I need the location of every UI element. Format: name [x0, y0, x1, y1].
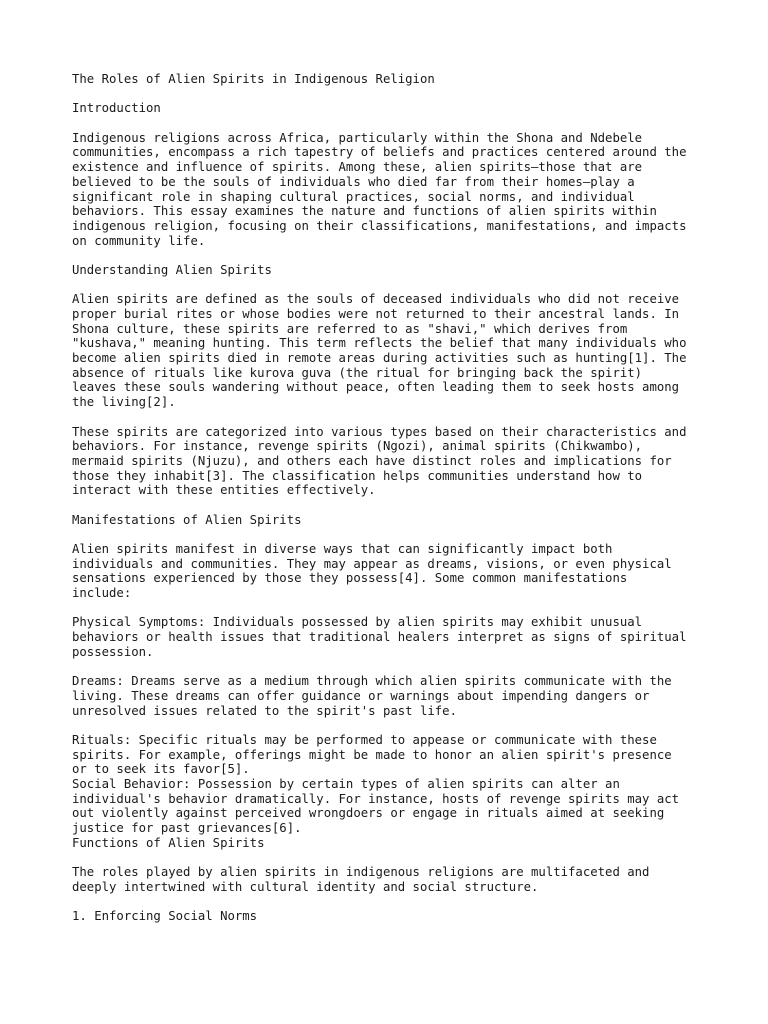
- section-heading-functions: Functions of Alien Spirits: [72, 835, 265, 850]
- text-line: Dreams: Dreams serve as a medium through which alien spirits communicate with the: [72, 674, 672, 689]
- paragraph-categories: [72, 425, 712, 498]
- text-line: Social Behavior: Possession by certain types of alien spirits can alter an: [72, 777, 620, 791]
- text-line: justice for past grievances[6].: [72, 821, 302, 836]
- text-line: or to seek its favor[5].: [72, 762, 250, 777]
- text-line: behaviors. This essay examines the nature and functions of alien spirits within: [72, 204, 657, 219]
- section-heading-enforcing-norms: 1. Enforcing Social Norms: [72, 909, 258, 924]
- spacer: [72, 660, 712, 675]
- text-line: significant role in shaping cultural practices, social norms, and individual: [72, 189, 635, 204]
- paragraph-definition: [72, 292, 712, 410]
- text-line: individuals and communities. They may appear as dreams, visions, or even physical: [72, 556, 672, 571]
- text-line: proper burial rites or whose bodies were not returned to their ancestral lands. In: [72, 307, 680, 321]
- paragraph-rituals-social-behavior: [72, 733, 712, 851]
- text-line: on community life.: [72, 233, 206, 248]
- section-heading-understanding: Understanding Alien Spirits: [72, 262, 272, 277]
- spacer: [72, 527, 712, 542]
- text-line: sensations experienced by those they possess[4]. Some common manifestations: [72, 571, 628, 586]
- text-line: "kushava," meaning hunting. This term reflects the belief that many individuals who: [72, 336, 687, 351]
- text-line: Alien spirits manifest in diverse ways that can significantly impact both: [72, 542, 613, 556]
- text-line: Indigenous religions across Africa, particularly within the Shona and Ndebele: [72, 130, 643, 145]
- spacer: [72, 718, 712, 733]
- spacer: [72, 278, 712, 293]
- paragraph-physical-symptoms: [72, 615, 712, 659]
- text-line: Alien spirits are defined as the souls of deceased individuals who did not receive: [72, 292, 680, 307]
- spacer: [72, 410, 712, 425]
- text-line: spirits. For example, offerings might be made to honor an alien spirit's presence: [72, 747, 672, 762]
- paragraph-functions: [72, 865, 712, 894]
- text-line: The roles played by alien spirits in indigenous religions are multifaceted and: [72, 865, 650, 880]
- text-line: existence and influence of spirits. Among these, alien spirits—those that are: [72, 160, 643, 175]
- text-line: communities, encompass a rich tapestry of beliefs and practices centered around the: [72, 145, 687, 160]
- text-line: indigenous religion, focusing on their classifications, manifestations, and impacts: [72, 218, 687, 233]
- text-line: Rituals: Specific rituals may be performed to appease or communicate with these: [72, 732, 657, 747]
- text-line: absence of rituals like kurova guva (the ritual for bringing back the spirit): [72, 365, 643, 380]
- text-line: Physical Symptoms: Individuals possessed by alien spirits may exhibit unusual: [72, 615, 643, 630]
- spacer: [72, 895, 712, 910]
- text-line: deeply intertwined with cultural identity and social structure.: [72, 879, 539, 894]
- spacer: [72, 850, 712, 865]
- spacer: [72, 601, 712, 616]
- text-line: leaves these souls wandering without peace, often leading them to seek hosts among: [72, 380, 680, 395]
- document-page: [72, 72, 712, 924]
- paragraph-manifestations: [72, 542, 712, 601]
- paragraph-introduction: [72, 131, 712, 249]
- spacer: [72, 116, 712, 131]
- text-line: the living[2].: [72, 395, 176, 410]
- text-line: mermaid spirits (Njuzu), and others each have distinct roles and implications for: [72, 453, 672, 468]
- text-line: out violently against perceived wrongdoers or engage in rituals aimed at seeking: [72, 806, 665, 821]
- text-line: interact with these entities effectively.: [72, 483, 376, 498]
- text-line: behaviors. For instance, revenge spirits (Ngozi), animal spirits (Chikwambo),: [72, 439, 643, 454]
- spacer: [72, 87, 712, 102]
- text-line: become alien spirits died in remote areas during activities such as hunting[1]. The: [72, 351, 687, 366]
- text-line: possession.: [72, 644, 154, 659]
- spacer: [72, 498, 712, 513]
- spacer: [72, 248, 712, 263]
- text-line: unresolved issues related to the spirit's past life.: [72, 703, 457, 718]
- text-line: Shona culture, these spirits are referred to as "shavi," which derives from: [72, 321, 628, 336]
- text-line: include:: [72, 586, 132, 601]
- text-line: living. These dreams can offer guidance or warnings about impending dangers or: [72, 688, 650, 703]
- section-heading-introduction: Introduction: [72, 101, 161, 116]
- section-heading-manifestations: Manifestations of Alien Spirits: [72, 512, 302, 527]
- paragraph-dreams: [72, 674, 712, 718]
- text-line: those they inhabit[3]. The classification helps communities understand how to: [72, 468, 643, 483]
- text-line: behaviors or health issues that traditional healers interpret as signs of spiritual: [72, 630, 687, 645]
- text-line: individual's behavior dramatically. For instance, hosts of revenge spirits may act: [72, 791, 680, 806]
- text-line: These spirits are categorized into various types based on their characteristics and: [72, 424, 687, 439]
- document-title: The Roles of Alien Spirits in Indigenous Religion: [72, 72, 435, 86]
- text-line: believed to be the souls of individuals who died far from their homes—play a: [72, 174, 635, 189]
